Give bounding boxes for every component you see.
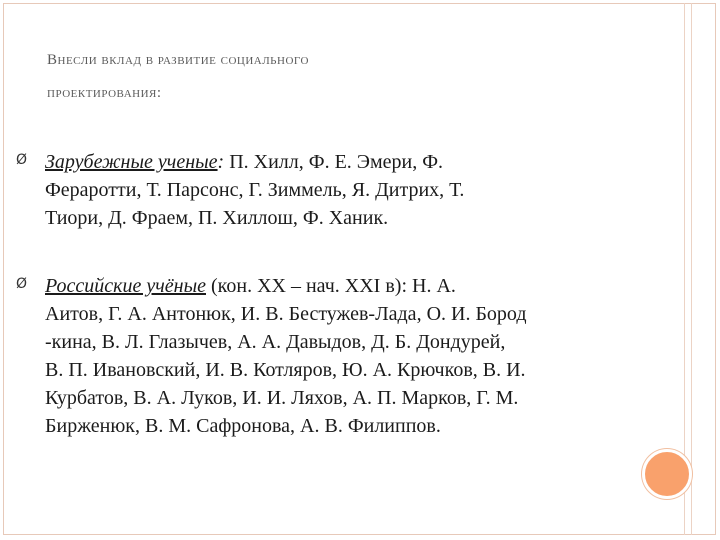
bullet-russian-scientists [45,272,690,440]
slide-title-line1: Внесли вклад в развитие социального [47,52,309,68]
bullet-label: Российские учёные [45,275,206,297]
bullet-line: -кина, В. Л. Глазычев, А. А. Давыдов, Д. Б. Дондурей, [45,331,506,353]
bullet-text: (кон. XX – нач. XXI в): Н. А. [206,275,456,297]
bullet-line [45,272,690,300]
bullet-colon: : [217,151,225,173]
bullet-line [45,148,690,176]
arrow-bullet-icon: Ø [16,276,28,292]
bullet-line: Курбатов, В. А. Луков, И. И. Ляхов, А. П. Марков, Г. М. [45,387,519,409]
bullet-text: П. Хилл, Ф. Е. Эмери, Ф. [224,151,444,173]
slide-title-line2: проектирования: [47,85,162,101]
slide-title [47,44,647,110]
right-decorative-rule-inner [691,3,692,535]
bullet-line: Бирженюк, В. М. Сафронова, А. В. Филиппов. [45,415,441,437]
bullet-line: Фераротти, Т. Парсонс, Г. Зиммель, Я. Дитрих, Т. [45,179,465,201]
bullet-label: Зарубежные ученые [45,151,218,173]
bullet-foreign-scientists [45,148,690,232]
bullet-line: В. П. Ивановский, И. В. Котляров, Ю. А. Крючков, В. И. [45,359,526,381]
bullet-line: Аитов, Г. А. Антонюк, И. В. Бестужев-Лада, О. И. Бород [45,303,527,325]
orange-circle-decoration [642,449,692,499]
arrow-bullet-icon: Ø [16,152,28,168]
bullet-line: Тиори, Д. Фраем, П. Хиллош, Ф. Ханик. [45,207,389,229]
